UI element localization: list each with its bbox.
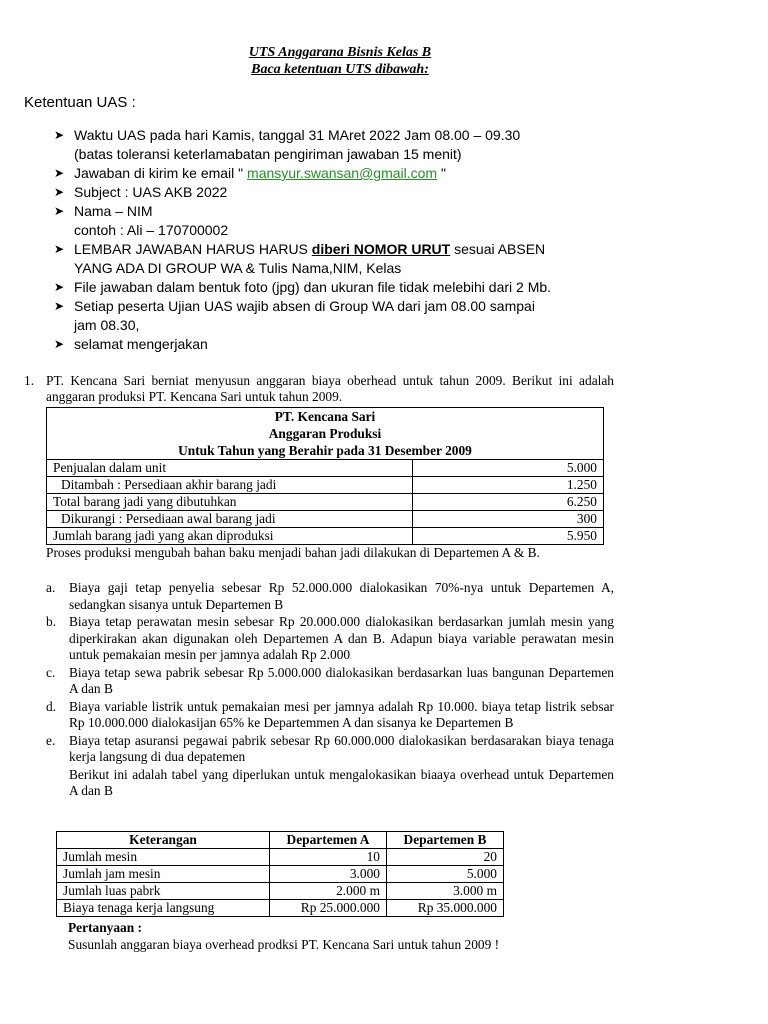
table-row: Total barang jadi yang dibutuhkan 6.250 bbox=[47, 494, 604, 511]
department-table bbox=[56, 831, 504, 917]
pertanyaan-section bbox=[68, 919, 628, 953]
proses-paragraph: Proses produksi mengubah bahan baku menjadi bahan jadi dilakukan di Departemen A & B. bbox=[46, 545, 540, 560]
arrowhead-bullet-icon: ➤ bbox=[54, 280, 65, 294]
arrowhead-bullet-icon: ➤ bbox=[54, 299, 65, 313]
table-row: Penjualan dalam unit 5.000 bbox=[47, 460, 604, 477]
rule-item: ➤ LEMBAR JAWABAN HARUS HARUS diberi NOMOR URUT sesuai ABSEN YANG ADA DI GROUP WA & Tulis Nama,NIM, Kelas bbox=[54, 241, 546, 276]
question-1 bbox=[24, 373, 614, 405]
table-row: Jumlah luas pabrk 2.000 m 3.000 m bbox=[57, 883, 504, 900]
table-header-row: Keterangan Departemen A Departemen B bbox=[57, 832, 504, 849]
production-budget-table bbox=[46, 407, 604, 545]
table-row: Jumlah mesin 10 20 bbox=[57, 849, 504, 866]
table-period: Untuk Tahun yang Berahir pada 31 Desember 2009 bbox=[178, 443, 472, 458]
list-item: e. Biaya tetap asuransi pegawai pabrik sebesar Rp 60.000.000 dialokasikan berdasarakan biaya tenaga kerja langsung di dua depatemen bbox=[46, 732, 614, 764]
question-number: 1. bbox=[24, 373, 35, 388]
overhead-items-list bbox=[46, 580, 614, 800]
list-item: b. Biaya tetap perawatan mesin sebesar Rp 20.000.000 dialokasikan berdasarkan jumlah mesin yang diperkirakan akan digunakan oleh Departemen A dan B. Adapun biaya variable perawatan mesin untuk pemakaian mesin per jamnya adalah Rp 2.000 bbox=[46, 614, 614, 662]
rule-item: ➤ selamat mengerjakan bbox=[54, 336, 208, 352]
title-line-1: UTS Anggarana Bisnis Kelas B bbox=[248, 45, 432, 60]
table-company: PT. Kencana Sari bbox=[274, 409, 376, 424]
berikut-paragraph: Berikut ini adalah tabel yang diperlukan untuk mengalokasikan biaaya overhead untuk Departemen A dan B bbox=[69, 766, 614, 798]
email-link[interactable]: mansyur.swansan@gmail.com bbox=[247, 165, 438, 181]
arrowhead-bullet-icon: ➤ bbox=[54, 204, 65, 218]
rule-item: ➤ Nama – NIM contoh : Ali – 170700002 bbox=[54, 203, 229, 238]
rule-item: ➤ Setiap peserta Ujian UAS wajib absen di Group WA dari jam 08.00 sampai jam 08.30, bbox=[54, 298, 535, 333]
arrowhead-bullet-icon: ➤ bbox=[54, 337, 65, 351]
arrowhead-bullet-icon: ➤ bbox=[54, 128, 65, 142]
table-row: Jumlah barang jadi yang akan diproduksi 5.950 bbox=[47, 528, 604, 545]
list-item: c. Biaya tetap sewa pabrik sebesar Rp 5.000.000 dialokasikan berdasarkan luas bangunan Departemen A dan B bbox=[46, 664, 614, 696]
pertanyaan-text: Susunlah anggaran biaya overhead prodksi PT. Kencana Sari untuk tahun 2009 ! bbox=[68, 937, 500, 952]
document-title bbox=[0, 44, 680, 78]
rules-list bbox=[54, 126, 734, 354]
arrowhead-bullet-icon: ➤ bbox=[54, 185, 65, 199]
rule-item: ➤ File jawaban dalam bentuk foto (jpg) dan ukuran file tidak melebihi dari 2 Mb. bbox=[54, 279, 552, 295]
table-row: Jumlah jam mesin 3.000 5.000 bbox=[57, 866, 504, 883]
table-row: Dikurangi : Persediaan awal barang jadi 300 bbox=[47, 511, 604, 528]
table-title: Anggaran Produksi bbox=[268, 426, 382, 441]
ketentuan-heading: Ketentuan UAS : bbox=[24, 94, 136, 111]
table-row: Ditambah : Persediaan akhir barang jadi 1.250 bbox=[47, 477, 604, 494]
list-item: a. Biaya gaji tetap penyelia sebesar Rp 52.000.000 dialokasikan 70%-nya untuk Departemen A, sedangkan sisanya untuk Departemen B bbox=[46, 580, 614, 612]
table-row: Biaya tenaga kerja langsung Rp 25.000.000 Rp 35.000.000 bbox=[57, 900, 504, 917]
arrowhead-bullet-icon: ➤ bbox=[54, 166, 65, 180]
title-line-2: Baca ketentuan UTS dibawah: bbox=[251, 62, 429, 77]
arrowhead-bullet-icon: ➤ bbox=[54, 242, 65, 256]
rule-item: ➤ Subject : UAS AKB 2022 bbox=[54, 184, 228, 200]
question-text: PT. Kencana Sari berniat menyusun anggaran biaya oberhead untuk tahun 2009. Berikut ini adalah anggaran produksi PT. Kencana Sari untuk tahun 2009. bbox=[46, 373, 614, 404]
rule-item: ➤ Jawaban di kirim ke email " mansyur.swansan@gmail.com " bbox=[54, 165, 446, 181]
rule-item: ➤ Waktu UAS pada hari Kamis, tanggal 31 MAret 2022 Jam 08.00 – 09.30 (batas toleransi keterlamabatan pengiriman jawaban 15 menit) bbox=[54, 127, 521, 162]
list-item: d. Biaya variable listrik untuk pemakaian mesi per jamnya adalah Rp 10.000. biaya tetap listrik sebsar Rp 10.000.000 dialokasijan 65% ke Departemmen A dan sisanya ke Departemen B bbox=[46, 698, 614, 730]
pertanyaan-heading: Pertanyaan : bbox=[68, 920, 143, 935]
